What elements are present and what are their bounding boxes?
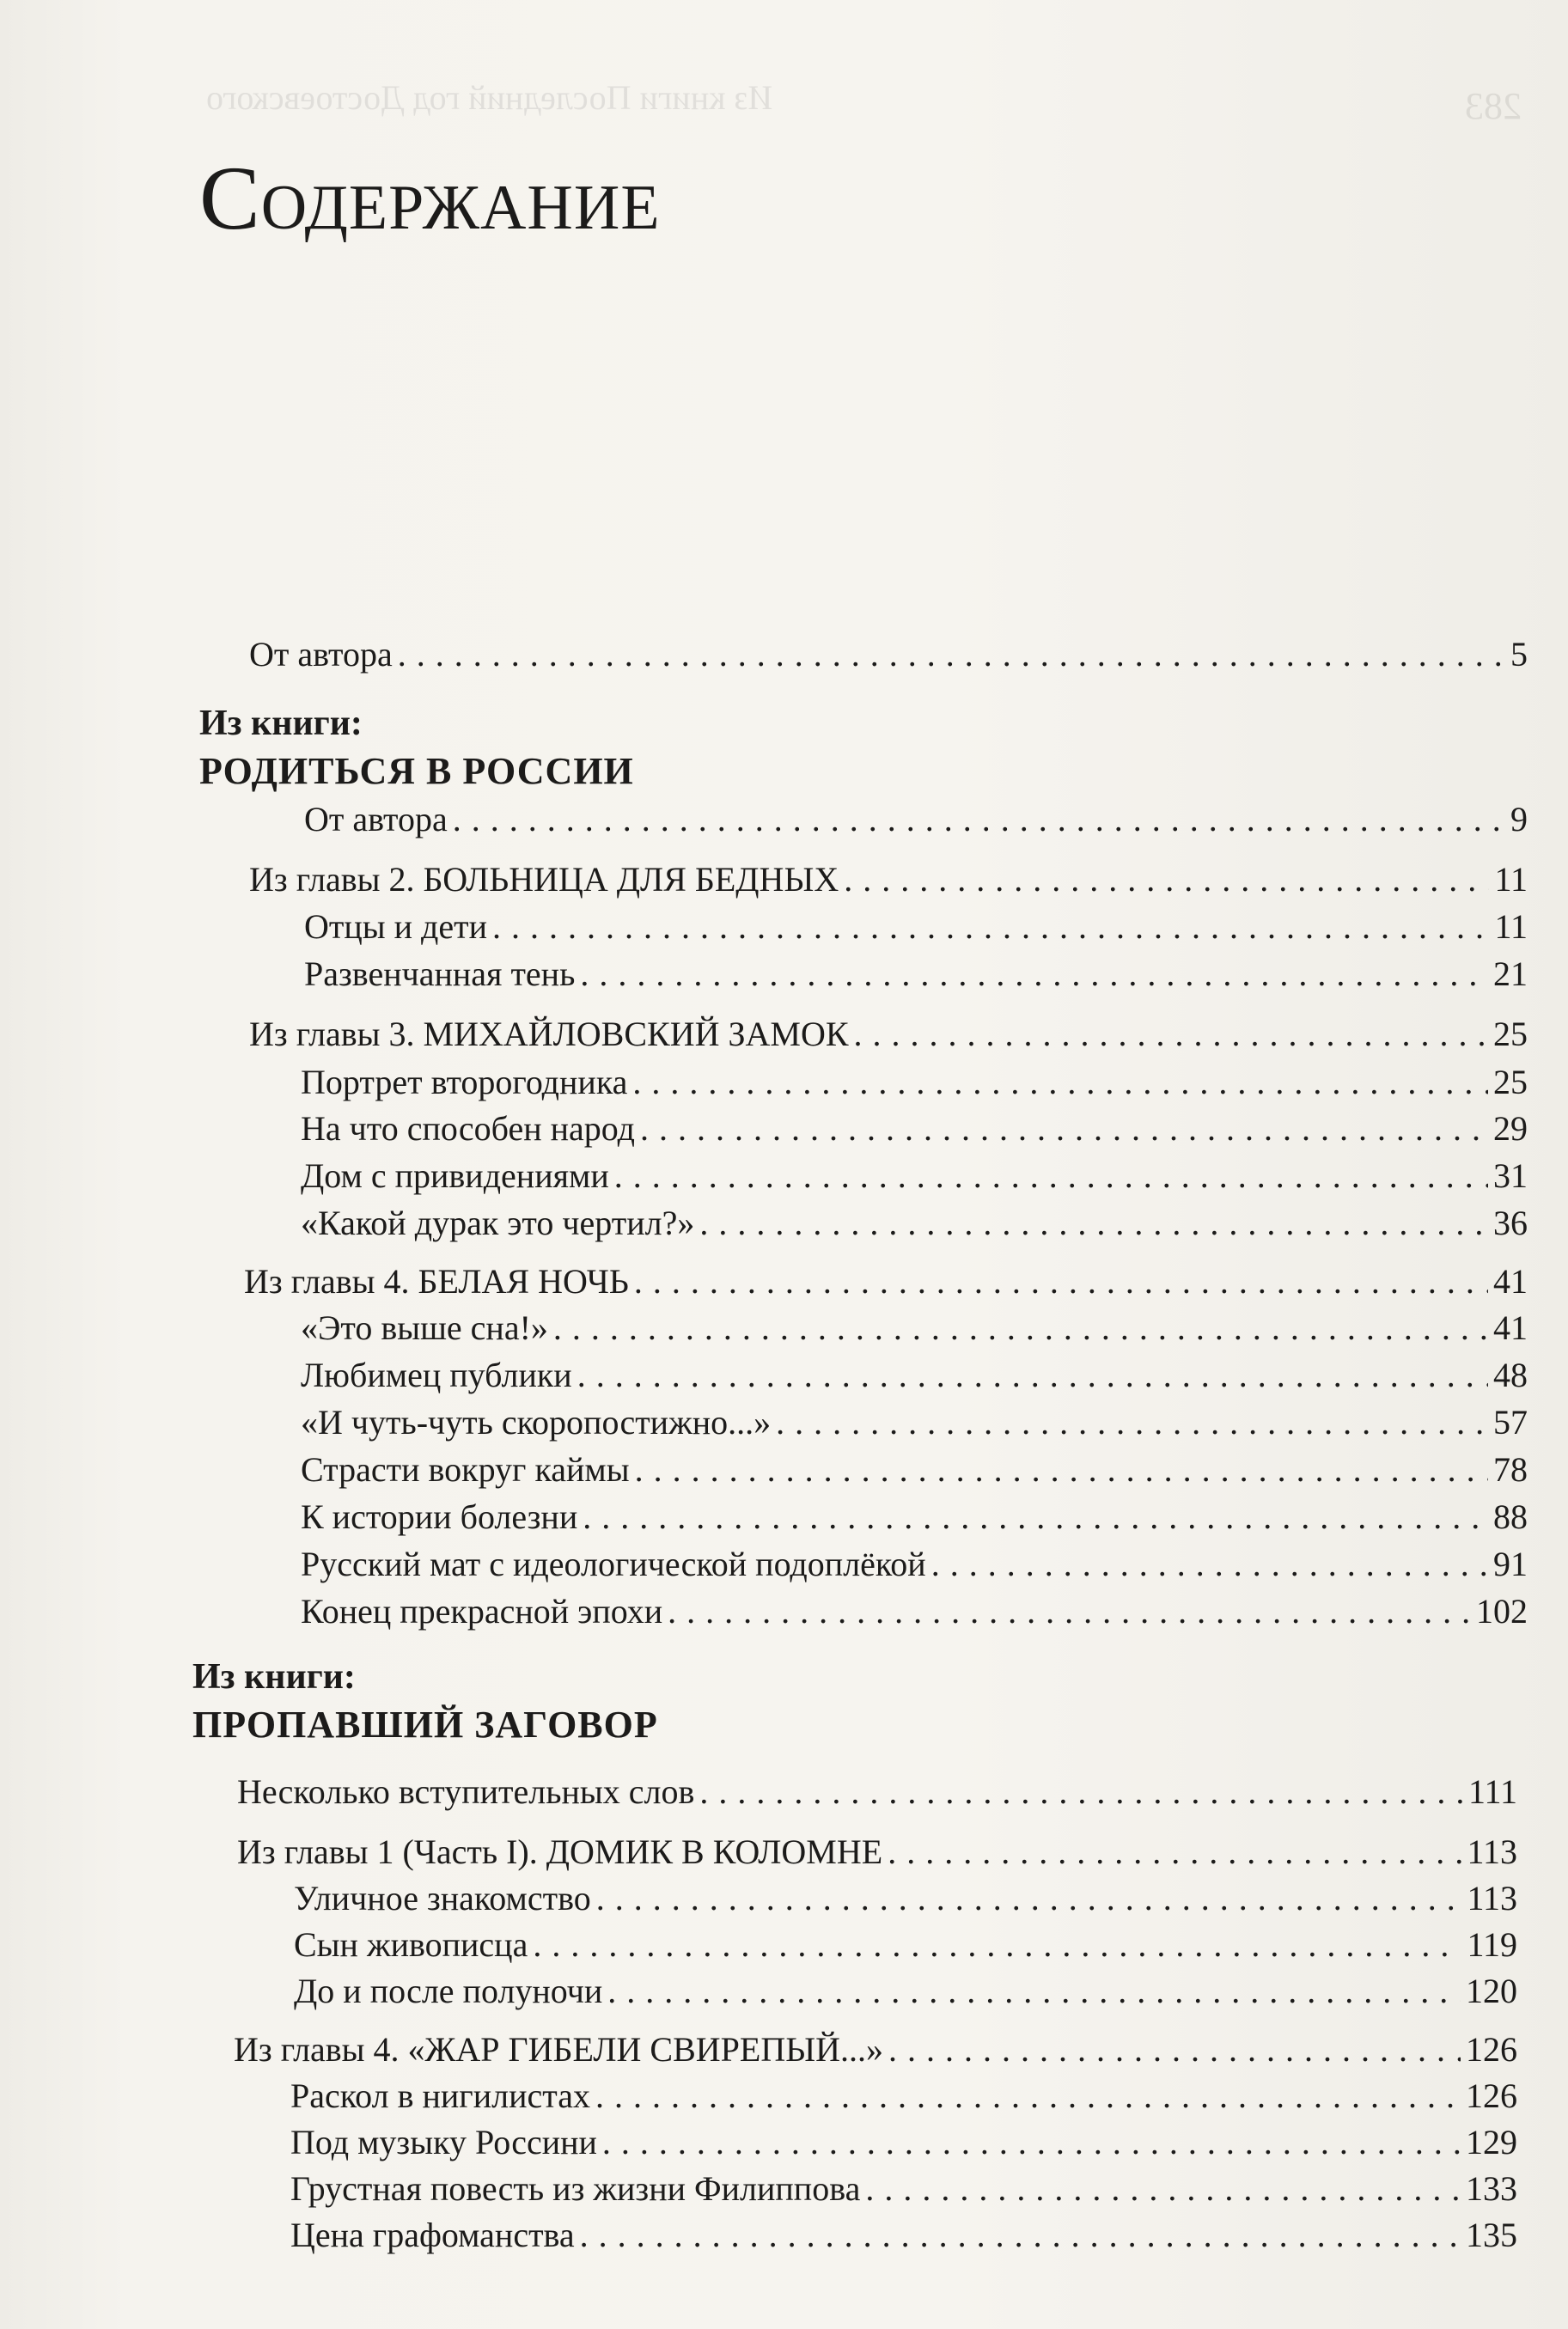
toc-entry-page: 11 [1494,907,1528,946]
leader-dots [533,1924,1461,1966]
toc-entry-label: Из главы 2. БОЛЬНИЦА ДЛЯ БЕДНЫХ [249,860,839,899]
toc-entry-label: От автора [304,800,448,838]
toc-entry [301,1108,1528,1149]
toc-entry-page: 36 [1493,1204,1528,1242]
toc-entry-label: Конец прекрасной эпохи [301,1592,663,1631]
toc-entry-page: 41 [1493,1262,1528,1301]
leader-dots [595,2076,1461,2117]
book-title: РОДИТЬСЯ В РОССИИ [199,750,634,792]
toc-entry-label: Цена графоманства [290,2216,575,2254]
page-title: Содержание [199,148,661,248]
toc-entry [301,1449,1528,1491]
leader-dots [453,799,1505,840]
toc-chapter-entry [249,1014,1528,1055]
toc-entry-page: 120 [1466,1972,1517,2010]
leader-dots [607,1971,1461,2012]
toc-chapter-entry [237,1832,1517,1873]
toc-entry-label: Из главы 4. БЕЛАЯ НОЧЬ [244,1262,629,1301]
book-label: Из книги: [199,704,363,743]
leader-dots [632,1062,1488,1103]
leader-dots [614,1155,1488,1197]
toc-entry [237,1771,1517,1813]
toc-entry-label: Несколько вступительных слов [237,1772,695,1811]
toc-entry-page: 25 [1493,1063,1528,1101]
toc-entry-label: Грустная повесть из жизни Филиппова [290,2169,861,2208]
toc-entry [301,1062,1528,1103]
leader-dots [583,1497,1488,1538]
toc-entry [301,1155,1528,1197]
toc-entry [290,2076,1517,2117]
toc-entry-page: 102 [1476,1592,1528,1631]
toc-entry-label: Под музыку Россини [290,2123,597,2161]
toc-entry-page: 21 [1493,954,1528,993]
toc-entry-page: 5 [1510,635,1528,674]
leader-dots [580,2215,1461,2256]
toc-entry [304,954,1528,995]
toc-entry-page: 119 [1467,1925,1517,1964]
toc-entry-page: 88 [1493,1497,1528,1536]
toc-entry-label: Развенчанная тень [304,954,576,993]
toc-entry-page: 113 [1467,1879,1517,1917]
toc-entry-page: 135 [1466,2216,1517,2254]
book-title: ПРОПАВШИЙ ЗАГОВОР [192,1704,658,1746]
toc-entry-page: 129 [1466,2123,1517,2161]
toc-entry-page: 29 [1493,1109,1528,1148]
leader-dots [931,1544,1488,1585]
toc-entry-label: До и после полуночи [294,1972,603,2010]
toc-entry [301,1497,1528,1538]
toc-entry [290,2122,1517,2163]
toc-entry-label: Из главы 1 (Часть I). ДОМИК В КОЛОМНЕ [237,1832,883,1871]
leader-dots [635,1449,1488,1491]
toc-entry [304,906,1528,948]
toc-entry-label: Сын живописца [294,1925,528,1964]
toc-entry [290,2168,1517,2210]
toc-entry-label: От автора [249,635,393,674]
toc-entry-label: Отцы и дети [304,907,488,946]
toc-entry-label: Страсти вокруг каймы [301,1450,630,1489]
toc-chapter-entry [244,1261,1528,1302]
toc-entry-label: Уличное знакомство [294,1879,591,1917]
book-label: Из книги: [192,1657,356,1697]
toc-entry [304,799,1528,840]
leader-dots [602,2122,1461,2163]
toc-entry [301,1591,1528,1632]
toc-entry-label: Дом с привидениями [301,1156,609,1195]
leader-dots [634,1261,1488,1302]
toc-entry-label: На что способен народ [301,1109,635,1148]
toc-entry-page: 25 [1493,1015,1528,1053]
leader-dots [492,906,1489,948]
leader-dots [865,2168,1461,2210]
toc-entry-label: «Какой дурак это чертил?» [301,1204,695,1242]
toc-entry-label: Русский мат с идеологической подоплёкой [301,1545,926,1583]
toc-entry-label: Из главы 3. МИХАЙЛОВСКИЙ ЗАМОК [249,1015,849,1053]
leader-dots [580,954,1488,995]
toc-entry-label: Портрет второгодника [301,1063,628,1101]
leader-dots [776,1402,1488,1443]
leader-dots [699,1203,1488,1244]
toc-entry-page: 113 [1467,1832,1517,1871]
toc-entry-page: 48 [1493,1356,1528,1394]
leader-dots [888,2029,1461,2070]
leader-dots [699,1771,1463,1813]
toc-entry-label: «Это выше сна!» [301,1308,548,1347]
bleed-through-page-number: 283 [1465,85,1522,127]
toc-entry [301,1203,1528,1244]
toc-entry-label: Из главы 4. «ЖАР ГИБЕЛИ СВИРЕПЫЙ...» [234,2030,883,2069]
toc-entry [301,1355,1528,1396]
bleed-through-header: Из книги Последний год Достоевского [206,78,773,117]
toc-entry-label: «И чуть-чуть скоропостижно...» [301,1403,772,1442]
leader-dots [668,1591,1471,1632]
toc-entry-page: 41 [1493,1308,1528,1347]
toc-entry [294,1971,1517,2012]
leader-dots [854,1014,1488,1055]
leader-dots [640,1108,1488,1149]
toc-entry [294,1878,1517,1919]
toc-entry [301,1402,1528,1443]
toc-entry-page: 133 [1466,2169,1517,2208]
toc-entry-page: 9 [1510,800,1528,838]
toc-entry-label: Раскол в нигилистах [290,2076,590,2115]
toc-entry-page: 11 [1494,860,1528,899]
leader-dots [577,1355,1488,1396]
toc-entry-page: 126 [1466,2076,1517,2115]
toc-chapter-entry [249,859,1528,900]
leader-dots [553,1308,1488,1349]
toc-entry-page: 91 [1493,1545,1528,1583]
toc-entry-preface [249,634,1528,675]
toc-entry [290,2215,1517,2256]
toc-entry-label: Любимец публики [301,1356,572,1394]
toc-entry [294,1924,1517,1966]
toc-entry-page: 31 [1493,1156,1528,1195]
leader-dots [844,859,1489,900]
toc-entry [301,1308,1528,1349]
toc-entry-page: 57 [1493,1403,1528,1442]
leader-dots [596,1878,1462,1919]
toc-entry [301,1544,1528,1585]
toc-entry-page: 111 [1467,1772,1517,1811]
leader-dots [398,634,1505,675]
toc-entry-page: 78 [1493,1450,1528,1489]
toc-chapter-entry [234,2029,1517,2070]
toc-entry-page: 126 [1466,2030,1517,2069]
leader-dots [888,1832,1461,1873]
toc-entry-label: К истории болезни [301,1497,578,1536]
